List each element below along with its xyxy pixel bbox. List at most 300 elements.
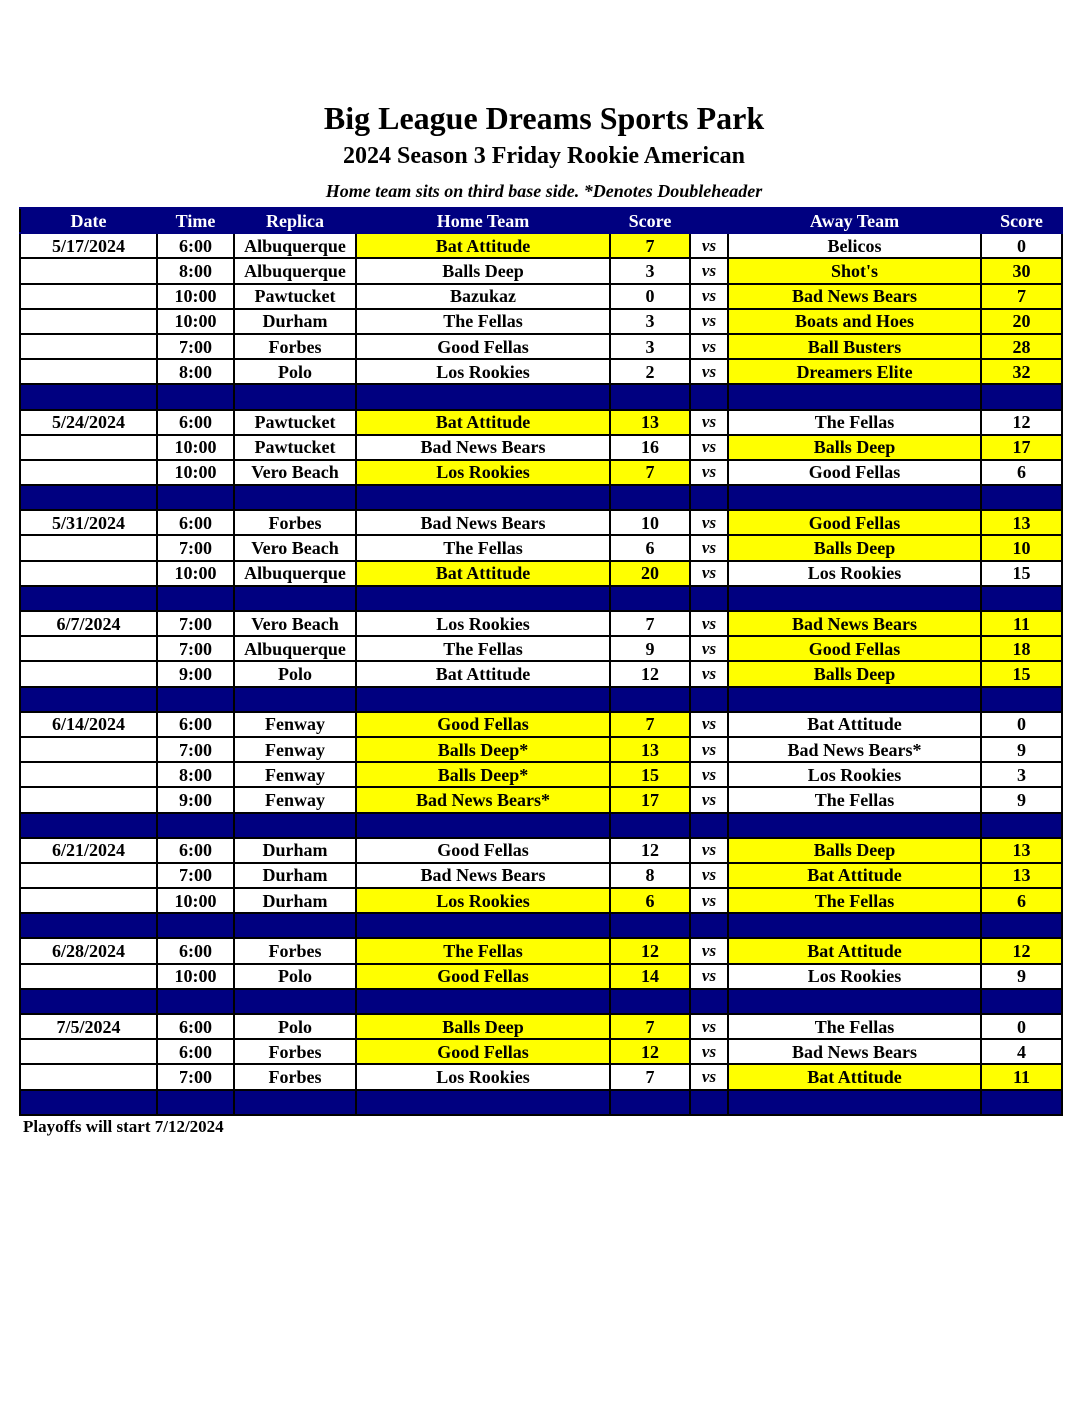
home-team-cell: Balls Deep — [356, 1014, 610, 1039]
replica-cell: Forbes — [234, 334, 356, 359]
replica-cell: Vero Beach — [234, 611, 356, 636]
home-team-cell: Los Rookies — [356, 888, 610, 913]
separator-cell — [610, 485, 690, 510]
table-row — [20, 787, 1062, 812]
away-score-cell: 20 — [981, 309, 1062, 334]
home-score-cell: 13 — [610, 410, 690, 435]
replica-cell: Albuquerque — [234, 636, 356, 661]
home-team-cell: The Fellas — [356, 938, 610, 963]
home-score-cell: 15 — [610, 762, 690, 787]
away-score-cell: 11 — [981, 1064, 1062, 1089]
home-team-cell: Balls Deep — [356, 258, 610, 283]
replica-cell: Pawtucket — [234, 410, 356, 435]
replica-cell: Vero Beach — [234, 460, 356, 485]
replica-cell: Forbes — [234, 1039, 356, 1064]
home-team-cell: Bat Attitude — [356, 233, 610, 258]
away-team-cell: Bat Attitude — [728, 712, 981, 737]
away-team-cell: Los Rookies — [728, 561, 981, 586]
away-team-cell: Shot's — [728, 258, 981, 283]
time-cell: 7:00 — [157, 1064, 234, 1089]
vs-cell: vs — [690, 258, 728, 283]
time-cell: 6:00 — [157, 712, 234, 737]
date-cell — [20, 359, 157, 384]
away-score-cell: 17 — [981, 435, 1062, 460]
separator-cell — [690, 989, 728, 1014]
table-row — [20, 863, 1062, 888]
separator-cell — [981, 485, 1062, 510]
separator-cell — [728, 1090, 981, 1115]
away-score-cell: 28 — [981, 334, 1062, 359]
home-score-cell: 0 — [610, 284, 690, 309]
table-row — [20, 1064, 1062, 1089]
away-score-cell: 9 — [981, 737, 1062, 762]
away-team-cell: Los Rookies — [728, 964, 981, 989]
time-cell: 9:00 — [157, 661, 234, 686]
separator-cell — [20, 384, 157, 409]
table-row — [20, 712, 1062, 737]
replica-cell: Durham — [234, 888, 356, 913]
date-cell — [20, 334, 157, 359]
table-row — [20, 737, 1062, 762]
separator-cell — [981, 586, 1062, 611]
home-team-cell: Bad News Bears — [356, 435, 610, 460]
home-team-cell: Bad News Bears — [356, 863, 610, 888]
separator-cell — [690, 384, 728, 409]
separator-cell — [690, 913, 728, 938]
home-score-cell: 8 — [610, 863, 690, 888]
home-team-cell: Good Fellas — [356, 334, 610, 359]
away-team-cell: Bad News Bears — [728, 284, 981, 309]
home-team-cell: The Fellas — [356, 309, 610, 334]
page-title: Big League Dreams Sports Park — [323, 100, 765, 136]
date-cell — [20, 1039, 157, 1064]
away-team-cell: Bat Attitude — [728, 938, 981, 963]
date-cell — [20, 460, 157, 485]
date-cell — [20, 284, 157, 309]
separator-cell — [690, 1090, 728, 1115]
date-cell: 7/5/2024 — [20, 1014, 157, 1039]
time-cell: 7:00 — [157, 535, 234, 560]
time-cell: 7:00 — [157, 636, 234, 661]
replica-cell: Forbes — [234, 938, 356, 963]
separator-cell — [20, 1090, 157, 1115]
separator-cell — [157, 913, 234, 938]
separator-cell — [157, 1090, 234, 1115]
separator-cell — [728, 485, 981, 510]
time-cell: 8:00 — [157, 258, 234, 283]
home-score-cell: 7 — [610, 712, 690, 737]
separator-cell — [20, 989, 157, 1014]
header-replica: Replica — [234, 208, 356, 233]
table-row — [20, 964, 1062, 989]
home-score-cell: 3 — [610, 258, 690, 283]
separator-row — [20, 813, 1062, 838]
vs-cell: vs — [690, 359, 728, 384]
home-team-cell: Good Fellas — [356, 712, 610, 737]
home-score-cell: 7 — [610, 1014, 690, 1039]
away-team-cell: Ball Busters — [728, 334, 981, 359]
page-subtitle: 2024 Season 3 Friday Rookie American — [343, 143, 745, 169]
separator-cell — [981, 1090, 1062, 1115]
replica-cell: Pawtucket — [234, 435, 356, 460]
table-row — [20, 838, 1062, 863]
separator-cell — [234, 586, 356, 611]
home-score-cell: 6 — [610, 535, 690, 560]
home-team-cell: The Fellas — [356, 535, 610, 560]
away-team-cell: Bad News Bears — [728, 1039, 981, 1064]
table-row — [20, 888, 1062, 913]
separator-cell — [234, 485, 356, 510]
separator-row — [20, 586, 1062, 611]
away-team-cell: The Fellas — [728, 888, 981, 913]
away-score-cell: 9 — [981, 787, 1062, 812]
table-row — [20, 611, 1062, 636]
date-cell: 5/31/2024 — [20, 510, 157, 535]
date-cell — [20, 535, 157, 560]
separator-cell — [234, 687, 356, 712]
replica-cell: Durham — [234, 838, 356, 863]
separator-cell — [20, 586, 157, 611]
separator-cell — [690, 813, 728, 838]
home-team-cell: Bat Attitude — [356, 561, 610, 586]
home-score-cell: 17 — [610, 787, 690, 812]
away-team-cell: The Fellas — [728, 1014, 981, 1039]
separator-cell — [356, 989, 610, 1014]
home-team-cell: Los Rookies — [356, 611, 610, 636]
vs-cell: vs — [690, 309, 728, 334]
away-team-cell: Balls Deep — [728, 838, 981, 863]
home-score-cell: 2 — [610, 359, 690, 384]
separator-cell — [610, 384, 690, 409]
time-cell: 6:00 — [157, 838, 234, 863]
separator-row — [20, 485, 1062, 510]
separator-cell — [234, 1090, 356, 1115]
separator-cell — [728, 687, 981, 712]
away-score-cell: 3 — [981, 762, 1062, 787]
home-score-cell: 12 — [610, 661, 690, 686]
separator-row — [20, 687, 1062, 712]
header-time: Time — [157, 208, 234, 233]
away-score-cell: 13 — [981, 510, 1062, 535]
home-team-cell: The Fellas — [356, 636, 610, 661]
table-row — [20, 1039, 1062, 1064]
away-team-cell: The Fellas — [728, 410, 981, 435]
home-score-cell: 12 — [610, 1039, 690, 1064]
home-team-cell: Los Rookies — [356, 460, 610, 485]
separator-row — [20, 384, 1062, 409]
replica-cell: Polo — [234, 661, 356, 686]
replica-cell: Albuquerque — [234, 258, 356, 283]
table-row — [20, 284, 1062, 309]
home-score-cell: 7 — [610, 611, 690, 636]
replica-cell: Albuquerque — [234, 233, 356, 258]
vs-cell: vs — [690, 410, 728, 435]
replica-cell: Forbes — [234, 1064, 356, 1089]
separator-cell — [157, 687, 234, 712]
header-away-team: Away Team — [728, 208, 981, 233]
vs-cell: vs — [690, 737, 728, 762]
separator-cell — [157, 989, 234, 1014]
separator-row — [20, 1090, 1062, 1115]
table-row — [20, 535, 1062, 560]
away-score-cell: 9 — [981, 964, 1062, 989]
separator-cell — [356, 813, 610, 838]
time-cell: 10:00 — [157, 435, 234, 460]
home-score-cell: 16 — [610, 435, 690, 460]
away-score-cell: 11 — [981, 611, 1062, 636]
vs-cell: vs — [690, 787, 728, 812]
away-score-cell: 0 — [981, 233, 1062, 258]
table-row — [20, 938, 1062, 963]
separator-cell — [356, 687, 610, 712]
table-row — [20, 334, 1062, 359]
away-team-cell: Dreamers Elite — [728, 359, 981, 384]
separator-cell — [356, 913, 610, 938]
time-cell: 6:00 — [157, 510, 234, 535]
separator-cell — [157, 485, 234, 510]
time-cell: 9:00 — [157, 787, 234, 812]
vs-cell: vs — [690, 661, 728, 686]
time-cell: 8:00 — [157, 359, 234, 384]
separator-cell — [610, 913, 690, 938]
away-team-cell: Los Rookies — [728, 762, 981, 787]
time-cell: 10:00 — [157, 888, 234, 913]
time-cell: 6:00 — [157, 233, 234, 258]
home-score-cell: 6 — [610, 888, 690, 913]
separator-cell — [20, 813, 157, 838]
home-score-cell: 3 — [610, 309, 690, 334]
replica-cell: Albuquerque — [234, 561, 356, 586]
home-score-cell: 3 — [610, 334, 690, 359]
separator-cell — [981, 687, 1062, 712]
separator-cell — [610, 586, 690, 611]
home-team-cell: Bat Attitude — [356, 661, 610, 686]
separator-cell — [981, 913, 1062, 938]
separator-cell — [728, 586, 981, 611]
home-team-cell: Los Rookies — [356, 1064, 610, 1089]
table-row — [20, 762, 1062, 787]
schedule-table — [19, 207, 1063, 1116]
replica-cell: Pawtucket — [234, 284, 356, 309]
separator-cell — [610, 989, 690, 1014]
separator-cell — [690, 485, 728, 510]
table-row — [20, 661, 1062, 686]
header-row — [20, 208, 1062, 233]
home-score-cell: 20 — [610, 561, 690, 586]
vs-cell: vs — [690, 1039, 728, 1064]
separator-row — [20, 913, 1062, 938]
home-score-cell: 12 — [610, 838, 690, 863]
away-score-cell: 6 — [981, 888, 1062, 913]
table-row — [20, 510, 1062, 535]
separator-cell — [728, 813, 981, 838]
replica-cell: Fenway — [234, 737, 356, 762]
table-row — [20, 359, 1062, 384]
table-row — [20, 309, 1062, 334]
separator-cell — [356, 1090, 610, 1115]
date-cell — [20, 258, 157, 283]
separator-cell — [728, 913, 981, 938]
date-cell — [20, 863, 157, 888]
time-cell: 10:00 — [157, 284, 234, 309]
replica-cell: Fenway — [234, 712, 356, 737]
separator-cell — [356, 485, 610, 510]
separator-cell — [690, 586, 728, 611]
vs-cell: vs — [690, 1014, 728, 1039]
time-cell: 6:00 — [157, 938, 234, 963]
separator-cell — [20, 687, 157, 712]
home-team-cell: Bazukaz — [356, 284, 610, 309]
table-row — [20, 435, 1062, 460]
replica-cell: Polo — [234, 359, 356, 384]
away-score-cell: 15 — [981, 561, 1062, 586]
date-cell: 6/28/2024 — [20, 938, 157, 963]
away-score-cell: 30 — [981, 258, 1062, 283]
away-score-cell: 15 — [981, 661, 1062, 686]
away-score-cell: 0 — [981, 712, 1062, 737]
vs-cell: vs — [690, 838, 728, 863]
time-cell: 6:00 — [157, 1014, 234, 1039]
home-score-cell: 12 — [610, 938, 690, 963]
time-cell: 6:00 — [157, 1039, 234, 1064]
away-team-cell: Bat Attitude — [728, 1064, 981, 1089]
separator-cell — [157, 813, 234, 838]
schedule-note: Home team sits on third base side. *Denotes Doubleheader — [325, 181, 763, 201]
vs-cell: vs — [690, 636, 728, 661]
header-away-score: Score — [981, 208, 1062, 233]
home-team-cell: Balls Deep* — [356, 737, 610, 762]
separator-cell — [20, 913, 157, 938]
separator-cell — [981, 989, 1062, 1014]
date-cell — [20, 1064, 157, 1089]
away-team-cell: Balls Deep — [728, 661, 981, 686]
vs-cell: vs — [690, 510, 728, 535]
separator-cell — [981, 813, 1062, 838]
away-score-cell: 6 — [981, 460, 1062, 485]
home-team-cell: Los Rookies — [356, 359, 610, 384]
separator-cell — [610, 813, 690, 838]
table-row — [20, 410, 1062, 435]
vs-cell: vs — [690, 964, 728, 989]
home-score-cell: 7 — [610, 460, 690, 485]
home-score-cell: 9 — [610, 636, 690, 661]
separator-cell — [157, 586, 234, 611]
replica-cell: Vero Beach — [234, 535, 356, 560]
vs-cell: vs — [690, 233, 728, 258]
table-row — [20, 258, 1062, 283]
home-team-cell: Good Fellas — [356, 964, 610, 989]
separator-cell — [234, 813, 356, 838]
home-score-cell: 14 — [610, 964, 690, 989]
table-row — [20, 460, 1062, 485]
home-team-cell: Good Fellas — [356, 838, 610, 863]
time-cell: 6:00 — [157, 410, 234, 435]
away-score-cell: 10 — [981, 535, 1062, 560]
away-score-cell: 12 — [981, 938, 1062, 963]
vs-cell: vs — [690, 1064, 728, 1089]
vs-cell: vs — [690, 762, 728, 787]
vs-cell: vs — [690, 435, 728, 460]
separator-cell — [610, 1090, 690, 1115]
vs-cell: vs — [690, 888, 728, 913]
vs-cell: vs — [690, 284, 728, 309]
vs-cell: vs — [690, 460, 728, 485]
away-team-cell: Good Fellas — [728, 460, 981, 485]
replica-cell: Durham — [234, 309, 356, 334]
separator-cell — [981, 384, 1062, 409]
away-team-cell: Good Fellas — [728, 636, 981, 661]
time-cell: 7:00 — [157, 334, 234, 359]
header-home-team: Home Team — [356, 208, 610, 233]
replica-cell: Polo — [234, 1014, 356, 1039]
separator-cell — [728, 384, 981, 409]
vs-cell: vs — [690, 334, 728, 359]
date-cell — [20, 309, 157, 334]
away-team-cell: Belicos — [728, 233, 981, 258]
time-cell: 7:00 — [157, 863, 234, 888]
date-cell — [20, 964, 157, 989]
table-row — [20, 561, 1062, 586]
date-cell — [20, 435, 157, 460]
separator-cell — [610, 687, 690, 712]
replica-cell: Polo — [234, 964, 356, 989]
header-home-score: Score — [610, 208, 690, 233]
date-cell: 6/7/2024 — [20, 611, 157, 636]
vs-cell: vs — [690, 535, 728, 560]
home-score-cell: 10 — [610, 510, 690, 535]
separator-cell — [20, 485, 157, 510]
vs-cell: vs — [690, 863, 728, 888]
playoffs-note: Playoffs will start 7/12/2024 — [23, 1117, 224, 1136]
separator-cell — [234, 989, 356, 1014]
home-team-cell: Good Fellas — [356, 1039, 610, 1064]
time-cell: 7:00 — [157, 737, 234, 762]
away-team-cell: Boats and Hoes — [728, 309, 981, 334]
date-cell: 6/14/2024 — [20, 712, 157, 737]
home-team-cell: Bad News Bears* — [356, 787, 610, 812]
separator-cell — [356, 384, 610, 409]
time-cell: 10:00 — [157, 561, 234, 586]
date-cell — [20, 561, 157, 586]
vs-cell: vs — [690, 712, 728, 737]
vs-cell: vs — [690, 561, 728, 586]
away-score-cell: 4 — [981, 1039, 1062, 1064]
date-cell — [20, 661, 157, 686]
date-cell: 6/21/2024 — [20, 838, 157, 863]
separator-cell — [728, 989, 981, 1014]
vs-cell: vs — [690, 938, 728, 963]
away-team-cell: Balls Deep — [728, 435, 981, 460]
date-cell — [20, 636, 157, 661]
separator-row — [20, 989, 1062, 1014]
separator-cell — [157, 384, 234, 409]
home-score-cell: 13 — [610, 737, 690, 762]
date-cell: 5/17/2024 — [20, 233, 157, 258]
away-score-cell: 12 — [981, 410, 1062, 435]
away-team-cell: Bat Attitude — [728, 863, 981, 888]
table-row — [20, 233, 1062, 258]
home-score-cell: 7 — [610, 233, 690, 258]
home-team-cell: Balls Deep* — [356, 762, 610, 787]
time-cell: 10:00 — [157, 964, 234, 989]
away-team-cell: Bad News Bears* — [728, 737, 981, 762]
time-cell: 10:00 — [157, 460, 234, 485]
away-team-cell: Balls Deep — [728, 535, 981, 560]
away-team-cell: Bad News Bears — [728, 611, 981, 636]
away-score-cell: 13 — [981, 863, 1062, 888]
home-score-cell: 7 — [610, 1064, 690, 1089]
home-team-cell: Bad News Bears — [356, 510, 610, 535]
